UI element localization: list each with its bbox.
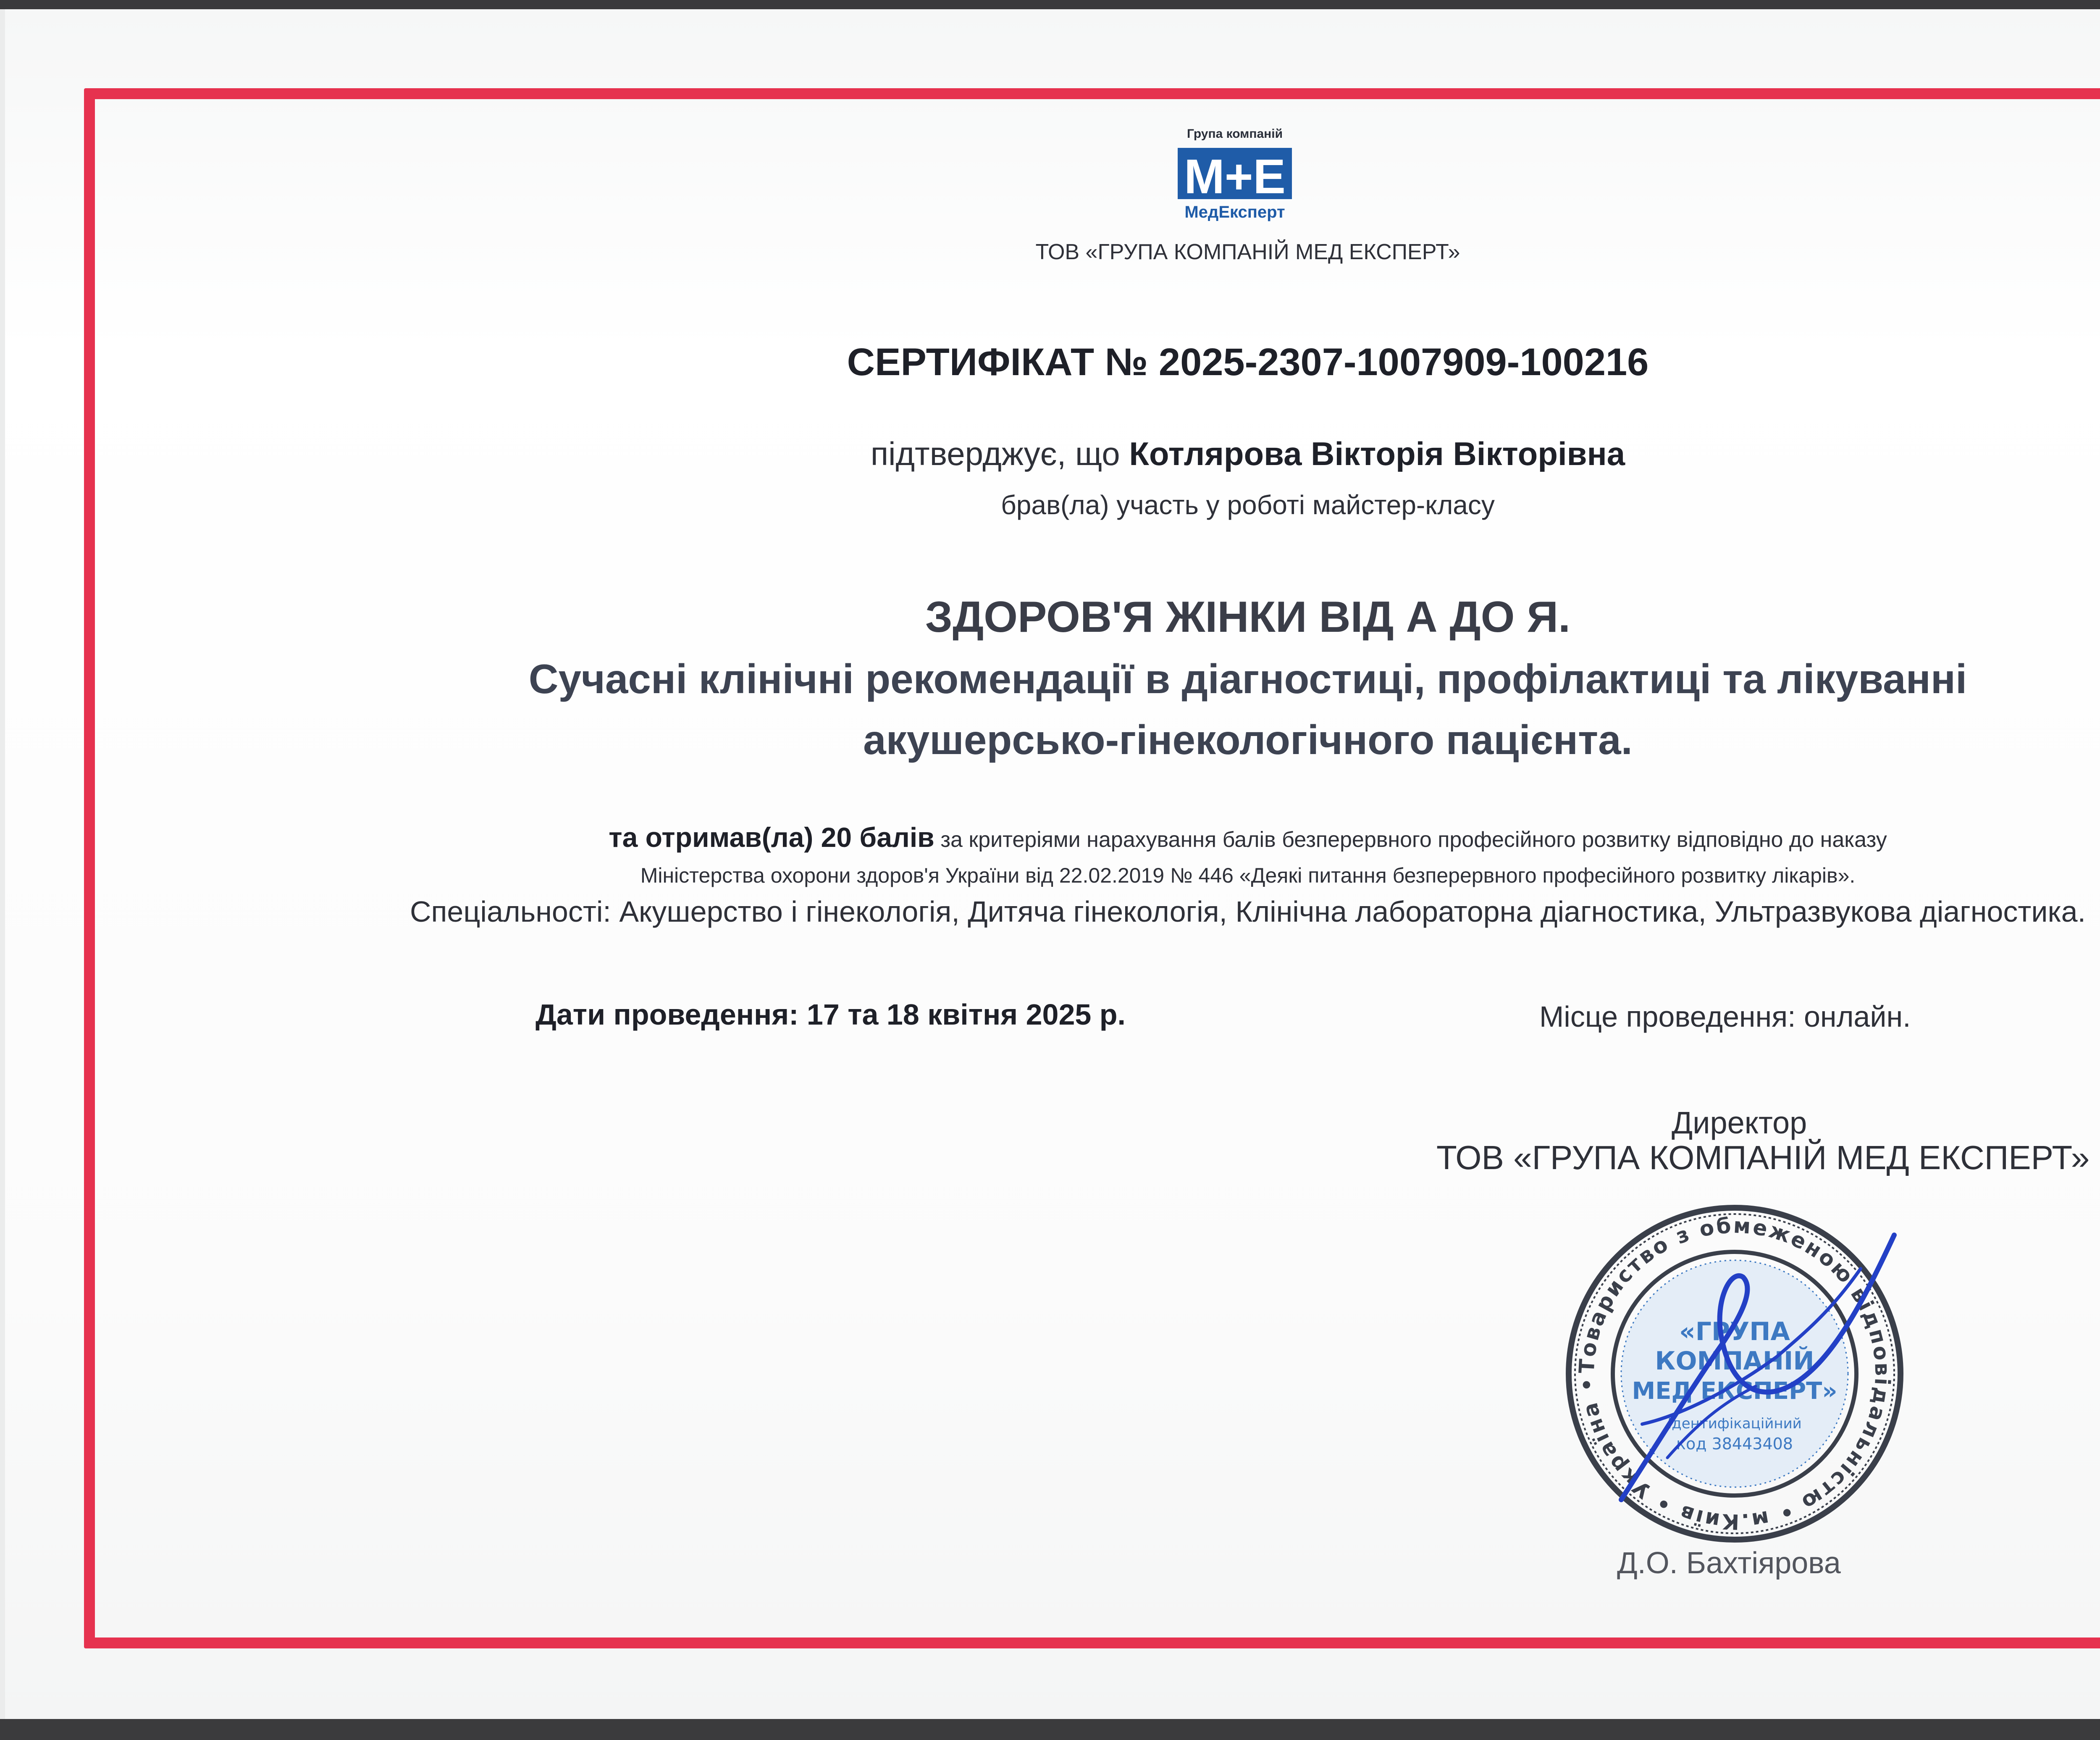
points-line	[0, 821, 2100, 853]
svg-text:«ГРУПА: «ГРУПА	[1679, 1317, 1790, 1346]
svg-text:МедЕксперт: МедЕксперт	[1184, 203, 1285, 221]
recipient-line	[0, 435, 2100, 473]
director-title: Директор	[1672, 1105, 1807, 1140]
course-subtitle-line2: акушерсько-гінекологічного пацієнта.	[863, 717, 1633, 763]
svg-text:КОМПАНІЙ: КОМПАНІЙ	[1655, 1346, 1814, 1376]
points-criteria: за критеріями нарахування балів безперервного професійного розвитку відповідно до наказу	[940, 828, 1887, 852]
signer-name: Д.О. Бахтіярова	[1617, 1546, 1841, 1580]
participation-line: брав(ла) участь у роботі майстер-класу	[1001, 490, 1495, 520]
svg-text:Ідентифікаційний: Ідентифікаційний	[1667, 1415, 1802, 1432]
recipient-name: Котлярова Вікторія Вікторівна	[1129, 435, 1625, 472]
svg-text:код 38443408: код 38443408	[1676, 1435, 1793, 1453]
event-dates: Дати проведення: 17 та 18 квітня 2025 р.	[536, 998, 1126, 1031]
specialties-line: Спеціальності: Акушерство і гінекологія, Дитяча гінекологія, Клінічна лабораторна діагностика, Ультразвукова діагностика.	[410, 895, 2086, 928]
director-signature	[1596, 1206, 1915, 1525]
medexpert-logo	[1172, 126, 1298, 223]
company-header: ТОВ «ГРУПА КОМПАНІЙ МЕД ЕКСПЕРТ»	[1035, 240, 1460, 264]
recipient-prefix: підтверджує, що	[870, 435, 1120, 472]
director-company: ТОВ «ГРУПА КОМПАНІЙ МЕД ЕКСПЕРТ»	[1436, 1139, 2090, 1176]
event-place: Місце проведення: онлайн.	[1539, 1000, 1911, 1033]
ministry-order-line: Міністерства охорони здоров'я України від 22.02.2019 № 446 «Деякі питання безперервного професійного розвитку лікарів».	[640, 864, 1856, 887]
course-title: ЗДОРОВ'Я ЖІНКИ ВІД А ДО Я.	[925, 593, 1571, 641]
certificate-number: СЕРТИФІКАТ № 2025-2307-1007909-100216	[847, 341, 1649, 384]
course-subtitle-line1: Сучасні клінічні рекомендації в діагностиці, профілактиці та лікуванні	[528, 656, 1967, 702]
svg-text:Група компаній: Група компаній	[1186, 127, 1283, 141]
photo-background-bottom	[0, 1719, 2100, 1740]
svg-text:М+Е: М+Е	[1184, 149, 1286, 204]
svg-text:Товариство з обмеженою відпові: Товариство з обмеженою відповідальністю • м.Київ • Україна •	[1574, 1213, 1895, 1534]
points-awarded: та отримав(ла) 20 балів	[609, 822, 934, 853]
svg-text:МЕД ЕКСПЕРТ»: МЕД ЕКСПЕРТ»	[1632, 1377, 1838, 1405]
photo-background-top	[0, 0, 2100, 9]
